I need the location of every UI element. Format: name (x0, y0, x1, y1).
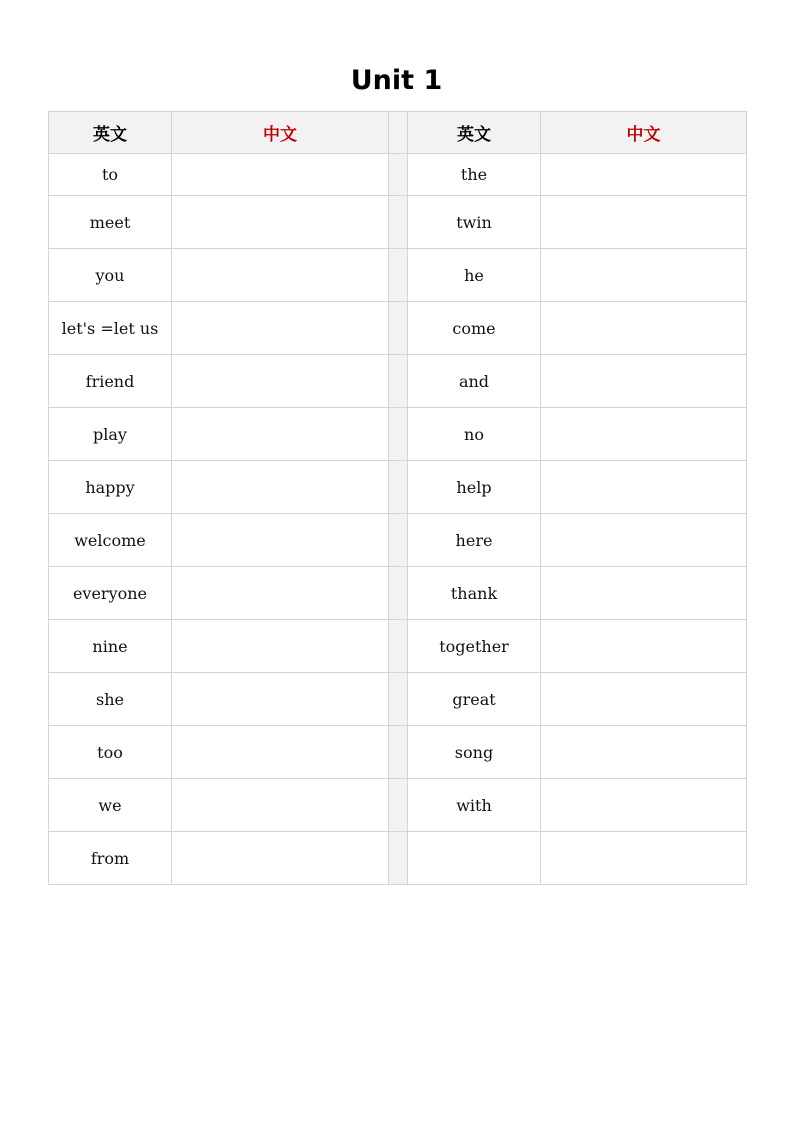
right-chinese-answer-cell[interactable] (541, 196, 747, 249)
right-chinese-answer-cell[interactable] (541, 302, 747, 355)
table-row (49, 726, 747, 779)
right-chinese-answer-cell[interactable] (541, 779, 747, 832)
left-chinese-answer-cell[interactable] (172, 154, 389, 196)
table-row (49, 779, 747, 832)
right-chinese-answer-cell[interactable] (541, 620, 747, 673)
left-english-word: let's =let us (49, 302, 172, 355)
right-chinese-header: 中文 (541, 112, 747, 154)
column-gap (389, 673, 408, 726)
right-chinese-answer-cell[interactable] (541, 461, 747, 514)
right-english-word: come (408, 302, 541, 355)
left-chinese-answer-cell[interactable] (172, 461, 389, 514)
left-chinese-answer-cell[interactable] (172, 514, 389, 567)
vocabulary-table (48, 111, 747, 885)
right-english-header: 英文 (408, 112, 541, 154)
left-chinese-answer-cell[interactable] (172, 779, 389, 832)
right-chinese-answer-cell[interactable] (541, 514, 747, 567)
left-chinese-answer-cell[interactable] (172, 832, 389, 885)
column-gap (389, 567, 408, 620)
left-english-word: happy (49, 461, 172, 514)
vocabulary-body (49, 154, 747, 885)
left-english-word: play (49, 408, 172, 461)
left-chinese-answer-cell[interactable] (172, 620, 389, 673)
right-chinese-answer-cell[interactable] (541, 567, 747, 620)
left-english-word: to (49, 154, 172, 196)
right-chinese-answer-cell[interactable] (541, 408, 747, 461)
table-row (49, 302, 747, 355)
right-english-word: help (408, 461, 541, 514)
column-gap (389, 461, 408, 514)
column-gap (389, 154, 408, 196)
right-english-word: here (408, 514, 541, 567)
left-chinese-answer-cell[interactable] (172, 355, 389, 408)
left-english-word: friend (49, 355, 172, 408)
right-english-word: he (408, 249, 541, 302)
left-chinese-answer-cell[interactable] (172, 726, 389, 779)
table-row (49, 832, 747, 885)
left-chinese-answer-cell[interactable] (172, 673, 389, 726)
column-gap (389, 355, 408, 408)
left-chinese-answer-cell[interactable] (172, 196, 389, 249)
left-english-word: she (49, 673, 172, 726)
right-english-word: and (408, 355, 541, 408)
left-chinese-answer-cell[interactable] (172, 567, 389, 620)
left-chinese-answer-cell[interactable] (172, 408, 389, 461)
left-english-header: 英文 (49, 112, 172, 154)
table-row (49, 620, 747, 673)
left-chinese-answer-cell[interactable] (172, 302, 389, 355)
left-english-word: from (49, 832, 172, 885)
column-gap (389, 408, 408, 461)
right-chinese-answer-cell[interactable] (541, 832, 747, 885)
left-english-word: nine (49, 620, 172, 673)
column-gap (389, 196, 408, 249)
right-english-word: with (408, 779, 541, 832)
right-english-word: song (408, 726, 541, 779)
table-row (49, 514, 747, 567)
left-english-word: we (49, 779, 172, 832)
column-gap (389, 249, 408, 302)
column-gap (389, 112, 408, 154)
table-row (49, 461, 747, 514)
right-chinese-answer-cell[interactable] (541, 726, 747, 779)
left-chinese-header: 中文 (172, 112, 389, 154)
right-english-word: twin (408, 196, 541, 249)
left-english-word: welcome (49, 514, 172, 567)
table-header-row (49, 112, 747, 154)
right-english-word: thank (408, 567, 541, 620)
table-row (49, 249, 747, 302)
right-english-word: no (408, 408, 541, 461)
column-gap (389, 302, 408, 355)
left-chinese-answer-cell[interactable] (172, 249, 389, 302)
column-gap (389, 620, 408, 673)
right-english-word: the (408, 154, 541, 196)
table-row (49, 408, 747, 461)
right-chinese-answer-cell[interactable] (541, 154, 747, 196)
table-row (49, 673, 747, 726)
column-gap (389, 779, 408, 832)
left-english-word: everyone (49, 567, 172, 620)
column-gap (389, 726, 408, 779)
table-row (49, 567, 747, 620)
left-english-word: meet (49, 196, 172, 249)
column-gap (389, 514, 408, 567)
right-english-word: together (408, 620, 541, 673)
right-english-word: great (408, 673, 541, 726)
right-chinese-answer-cell[interactable] (541, 249, 747, 302)
right-chinese-answer-cell[interactable] (541, 673, 747, 726)
page-title: Unit 1 (350, 65, 443, 96)
column-gap (389, 832, 408, 885)
left-english-word: too (49, 726, 172, 779)
right-english-word (408, 832, 541, 885)
table-row (49, 355, 747, 408)
left-english-word: you (49, 249, 172, 302)
table-row (49, 154, 747, 196)
table-row (49, 196, 747, 249)
right-chinese-answer-cell[interactable] (541, 355, 747, 408)
